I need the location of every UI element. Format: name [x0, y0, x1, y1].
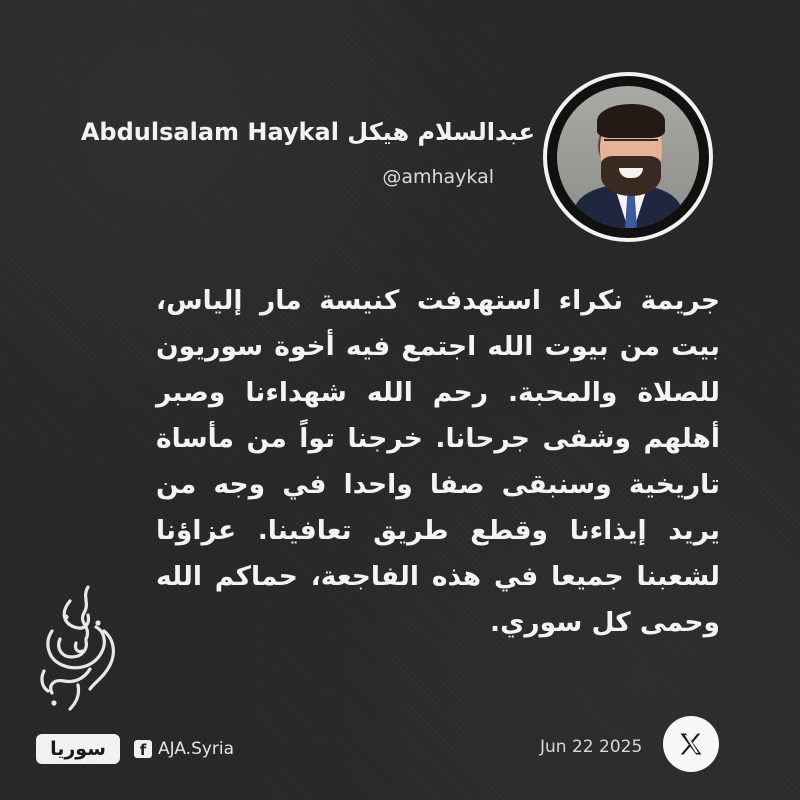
social-handle-label: AJA.Syria	[158, 739, 235, 759]
post-text: جريمة نكراء استهدفت كنيسة مار إلياس، بيت من بيوت الله اجتمع فيه أخوة سوريون للصلاة والمحبة. رحم الله شهداءنا وصبر أهلهم وشفى جرحانا. خرجنا تواً من مأساة تاريخية وسنبقى صفا واحدا في وجه من يريد إيذاءنا وقطع طريق تعافينا. عزاؤنا لشعبنا جميعا في هذه الفاجعة، حماكم الله وحمى كل سوري.	[156, 285, 720, 638]
social-handle	[134, 737, 234, 761]
post-date: Jun 22 2025	[540, 737, 643, 757]
author-avatar	[543, 72, 713, 242]
facebook-icon: f	[134, 740, 152, 758]
region-badge: سوريا	[36, 734, 120, 764]
author-handle: @amhaykal	[382, 166, 494, 188]
author-name: Abdulsalam Haykal عبدالسلام هيكل	[80, 118, 535, 146]
avatar-photo	[557, 86, 699, 228]
x-logo-icon	[663, 716, 719, 772]
al-jazeera-logo-icon	[30, 583, 125, 718]
